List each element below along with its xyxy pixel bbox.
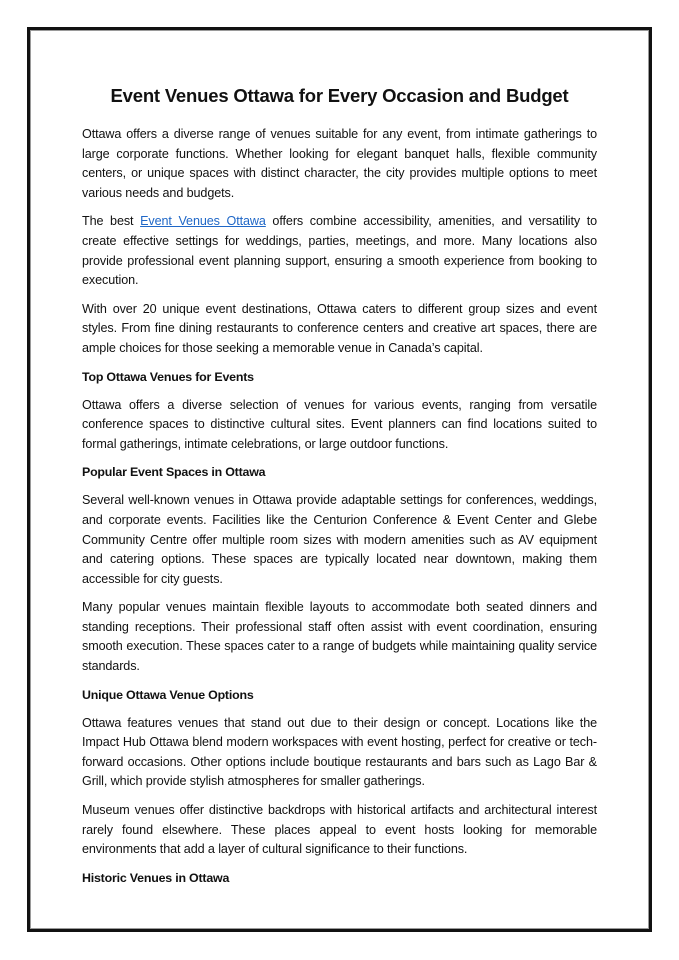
- link-paragraph: [82, 212, 597, 290]
- destinations-paragraph: With over 20 unique event destinations, Ottawa caters to different group sizes and event styles. From fine dining restaurants to conference centers and creative art spaces, there are ample choices for those seeking a memorable venue in Canada’s capital.: [82, 301, 597, 355]
- section-heading-historic-venues: Historic Venues in Ottawa: [82, 870, 230, 885]
- popular-spaces-paragraph-1: Several well-known venues in Ottawa provide adaptable settings for conferences, weddings, and corporate events. Facilities like the Centurion Conference & Event Center and Glebe Community Centre offer multiple room sizes with modern amenities such as AV equipment and catering options. These spaces are typically located near downtown, making them accessible for city guests.: [82, 493, 597, 586]
- section-heading-unique-options: Unique Ottawa Venue Options: [82, 687, 254, 702]
- intro-paragraph: Ottawa offers a diverse range of venues suitable for any event, from intimate gatherings to large corporate functions. Whether looking for elegant banquet halls, flexible community centers, or unique spaces with distinct character, the city provides multiple options to meet various needs and budgets.: [82, 127, 597, 200]
- document-content: [82, 84, 597, 897]
- section-heading-popular-spaces: Popular Event Spaces in Ottawa: [82, 465, 266, 480]
- unique-options-paragraph-1: Ottawa features venues that stand out due to their design or concept. Locations like the Impact Hub Ottawa blend modern workspaces with event hosting, perfect for creative or tech-forward occasions. Other options include boutique restaurants and bars such as Lago Bar & Grill, which provide stylish atmospheres for smaller gatherings.: [82, 715, 597, 789]
- event-venues-ottawa-link[interactable]: Event Venues Ottawa: [140, 214, 266, 229]
- popular-spaces-paragraph-2: Many popular venues maintain flexible layouts to accommodate both seated dinners and standing receptions. Their professional staff often assist with event coordination, ensuring smooth execution. These spaces cater to a range of budgets while maintaining quality service standards.: [82, 600, 597, 674]
- link-paragraph-lead: The best: [82, 214, 141, 229]
- section-heading-top-venues: Top Ottawa Venues for Events: [82, 369, 254, 384]
- top-venues-paragraph: Ottawa offers a diverse selection of venues for various events, ranging from versatile conference spaces to distinctive cultural sites. Event planners can find locations suited to formal gatherings, intimate celebrations, or large outdoor functions.: [82, 397, 597, 451]
- unique-options-paragraph-2: Museum venues offer distinctive backdrops with historical artifacts and architectural interest rarely found elsewhere. These places appeal to event hosts looking for memorable environments that add a layer of cultural significance to their functions.: [82, 803, 597, 857]
- link-paragraph-tail: offers combine accessibility, amenities, and versatility to create effective settings for weddings, parties, meetings, and more. Many locations also provide professional event planning support, ensuring a smooth experience from booking to execution.: [82, 214, 597, 288]
- document-title: Event Venues Ottawa for Every Occasion and Budget: [110, 85, 569, 106]
